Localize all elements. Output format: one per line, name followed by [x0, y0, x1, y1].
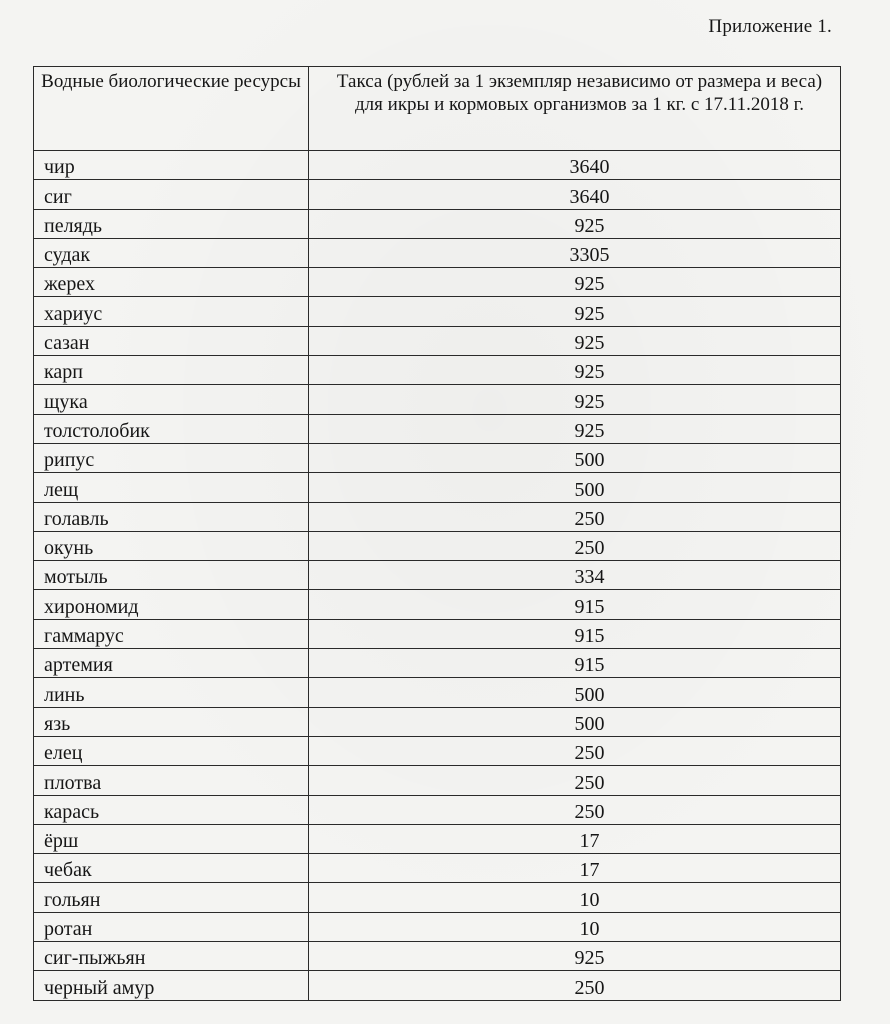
table-row [34, 531, 841, 560]
table-row [34, 180, 841, 209]
table-row [34, 238, 841, 267]
table-row [34, 297, 841, 326]
table-row [34, 649, 841, 678]
resource-name-cell: мотыль [34, 561, 309, 590]
resource-name-cell: хариус [34, 297, 309, 326]
rate-value-cell: 915 [309, 619, 841, 648]
resource-name-cell: сиг [34, 180, 309, 209]
table-row [34, 473, 841, 502]
resource-name-cell: гаммарус [34, 619, 309, 648]
rate-value-cell: 250 [309, 971, 841, 1000]
resource-name-cell: карась [34, 795, 309, 824]
resource-name-cell: чебак [34, 854, 309, 883]
resource-name-cell: черный амур [34, 971, 309, 1000]
resource-name-cell: судак [34, 238, 309, 267]
table-row [34, 824, 841, 853]
rate-value-cell: 925 [309, 414, 841, 443]
rate-value-cell: 10 [309, 883, 841, 912]
rate-value-cell: 17 [309, 854, 841, 883]
resource-name-cell: гольян [34, 883, 309, 912]
rate-value-cell: 925 [309, 326, 841, 355]
resource-name-cell: сиг-пыжьян [34, 942, 309, 971]
table-row [34, 385, 841, 414]
rate-value-cell: 250 [309, 502, 841, 531]
table-row [34, 971, 841, 1000]
resource-name-cell: артемия [34, 649, 309, 678]
resource-name-cell: лещ [34, 473, 309, 502]
resource-name-cell: толстолобик [34, 414, 309, 443]
table-row [34, 942, 841, 971]
table-row [34, 883, 841, 912]
table-row [34, 326, 841, 355]
table-row [34, 151, 841, 180]
rate-value-cell: 500 [309, 707, 841, 736]
table-row [34, 502, 841, 531]
table-row [34, 912, 841, 941]
rate-value-cell: 10 [309, 912, 841, 941]
table-row [34, 795, 841, 824]
table-row [34, 356, 841, 385]
table-header-row [34, 67, 841, 151]
rate-value-cell: 925 [309, 297, 841, 326]
table-row [34, 707, 841, 736]
rate-value-cell: 925 [309, 942, 841, 971]
rate-value-cell: 925 [309, 209, 841, 238]
rate-value-cell: 925 [309, 268, 841, 297]
resource-name-cell: ёрш [34, 824, 309, 853]
rate-value-cell: 925 [309, 385, 841, 414]
table-row [34, 736, 841, 765]
resource-name-cell: голавль [34, 502, 309, 531]
table-body [34, 151, 841, 1001]
rate-value-cell: 250 [309, 766, 841, 795]
rate-value-cell: 3305 [309, 238, 841, 267]
rate-value-cell: 500 [309, 473, 841, 502]
resource-name-cell: сазан [34, 326, 309, 355]
table-row [34, 619, 841, 648]
rate-value-cell: 915 [309, 590, 841, 619]
table-row [34, 678, 841, 707]
resource-name-cell: пелядь [34, 209, 309, 238]
resource-name-cell: линь [34, 678, 309, 707]
rate-value-cell: 250 [309, 531, 841, 560]
rate-value-cell: 334 [309, 561, 841, 590]
rate-value-cell: 3640 [309, 151, 841, 180]
resource-name-cell: плотва [34, 766, 309, 795]
table-row [34, 561, 841, 590]
resource-name-cell: хирономид [34, 590, 309, 619]
resource-name-cell: язь [34, 707, 309, 736]
table-row [34, 209, 841, 238]
appendix-label: Приложение 1. [708, 16, 832, 37]
rate-value-cell: 3640 [309, 180, 841, 209]
resource-name-cell: елец [34, 736, 309, 765]
resource-name-cell: рипус [34, 443, 309, 472]
resource-name-cell: чир [34, 151, 309, 180]
rate-value-cell: 250 [309, 795, 841, 824]
table-row [34, 590, 841, 619]
rate-value-cell: 500 [309, 443, 841, 472]
table-row [34, 854, 841, 883]
header-rate: Такса (рублей за 1 экземпляр независимо от размера и веса) для икры и кормовых организмов за 1 кг. с 17.11.2018 г. [309, 67, 841, 151]
table-row [34, 268, 841, 297]
rate-value-cell: 925 [309, 356, 841, 385]
resource-name-cell: ротан [34, 912, 309, 941]
rate-value-cell: 17 [309, 824, 841, 853]
rate-value-cell: 250 [309, 736, 841, 765]
rate-value-cell: 500 [309, 678, 841, 707]
resource-name-cell: окунь [34, 531, 309, 560]
rates-table [33, 66, 841, 1001]
resource-name-cell: щука [34, 385, 309, 414]
rate-value-cell: 915 [309, 649, 841, 678]
resource-name-cell: жерех [34, 268, 309, 297]
table-row [34, 443, 841, 472]
header-resources: Водные биологические ресурсы [34, 67, 309, 151]
resource-name-cell: карп [34, 356, 309, 385]
table-row [34, 414, 841, 443]
table-row [34, 766, 841, 795]
